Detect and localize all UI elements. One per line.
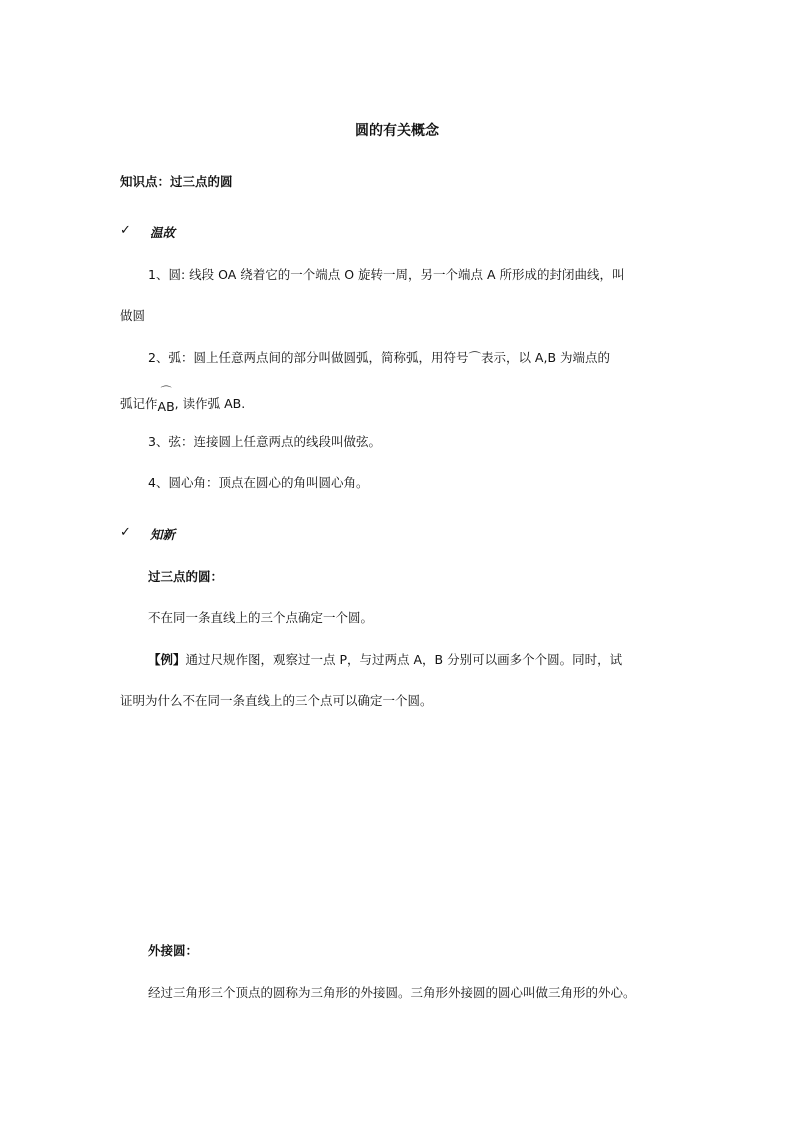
example-tag: 【例】 xyxy=(148,652,186,667)
arc-ab-label: AB xyxy=(157,399,175,414)
arc-ab-symbol xyxy=(157,385,175,414)
three-points-statement: 不在同一条直线上的三个点确定一个圆。 xyxy=(148,610,374,625)
item2-suffix: , 读作弧 AB. xyxy=(174,396,246,411)
item1-line1: 1、圆: 线段 OA 绕着它的一个端点 O 旋转一周，另一个端点 A 所形成的封闭曲线，叫 xyxy=(148,267,625,282)
check-icon: ✓ xyxy=(120,525,131,540)
check-icon: ✓ xyxy=(120,223,131,238)
item4-text: 4、圆心角：顶点在圆心的角叫圆心角。 xyxy=(148,475,369,490)
item1-line2: 做圆 xyxy=(120,308,146,323)
page-title: 圆的有关概念 xyxy=(355,123,439,139)
three-points-heading: 过三点的圆： xyxy=(148,569,224,584)
arc-icon: ⌒ xyxy=(160,385,172,398)
item2-prefix: 弧记作 xyxy=(120,396,158,411)
circumcircle-heading: 外接圆： xyxy=(148,943,199,958)
item3-text: 3、弦：连接圆上任意两点的线段叫做弦。 xyxy=(148,434,381,449)
example-text: 通过尺规作图，观察过一点 P，与过两点 A，B 分别可以画多个个圆。同时，试 xyxy=(185,652,623,667)
example-line1 xyxy=(148,650,622,668)
section-review-label: 温故 xyxy=(150,225,176,240)
item2-line1: 2、弧：圆上任意两点间的部分叫做圆弧，简称弧，用符号⌒表示，以 A,B 为端点的 xyxy=(148,350,611,365)
circumcircle-text: 经过三角形三个顶点的圆称为三角形的外接圆。三角形外接圆的圆心叫做三角形的外心。 xyxy=(148,985,636,1000)
section-new-label: 知新 xyxy=(150,527,176,542)
item2-line2 xyxy=(120,385,246,414)
knowledge-point-heading: 知识点：过三点的圆 xyxy=(120,174,233,189)
example-line2: 证明为什么不在同一条直线上的三个点可以确定一个圆。 xyxy=(120,693,433,708)
